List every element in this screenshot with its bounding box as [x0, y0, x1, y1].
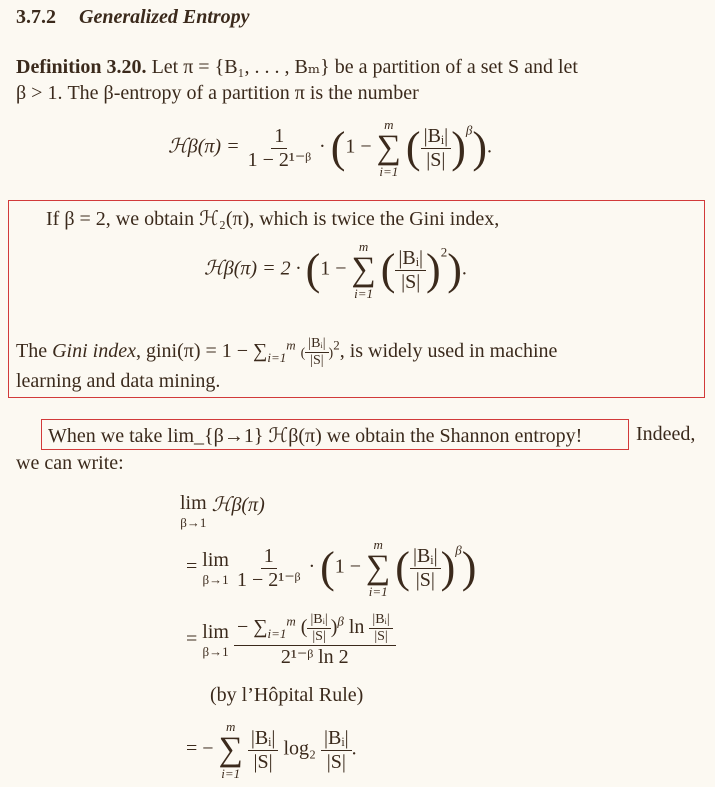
derivation-step-0: lim β→1 ℋβ(π) — [180, 492, 265, 530]
indeed-text: Indeed, — [636, 423, 696, 445]
definition-line-2: β > 1. The β-entropy of a partition π is the number — [16, 82, 419, 104]
lhopital-note: (by l’Hôpital Rule) — [210, 684, 364, 706]
derivation-step-2: = lim β→1 − $\sum_{i=1}^m$ ( $\frac{\text{|Bᵢ|}}{|S|}$ )$^\beta$ ln $\frac{\text{|Bᵢ|}}{|S|}$ 2¹⁻ᵝ ln 2 — [186, 612, 396, 669]
fraction: $\frac{1}{\text{1 − 2¹⁻ᵝ}}$ — [247, 124, 312, 171]
definition-label: Definition 3.20. — [16, 56, 147, 78]
derivation-step-1: = lim β→1 $\frac{1}{\text{1 − 2¹⁻ᵝ}}$ · (1 − m ∑ i=1 ( $\frac{\text{|Bᵢ|}}{|S|}$ )$^\beta$) — [186, 537, 477, 599]
gini-formula: ℋβ(π) = 2 · (1 − m ∑ i=1 ( $\frac{\text{|Bᵢ|}}{|S|}$ )$^2$). — [204, 239, 467, 301]
gini-line-2: learning and data mining. — [16, 370, 221, 392]
section-number: 3.7.2 — [16, 6, 56, 28]
section-title: Generalized Entropy — [79, 6, 250, 28]
summation: m ∑ i=1 — [351, 239, 376, 301]
we-can-write: we can write: — [16, 452, 124, 474]
shannon-boxed-text: When we take lim_{β→1} ℋβ(π) we obtain the Shannon entropy! — [48, 425, 583, 447]
section-heading — [16, 6, 250, 29]
gini-definition-line: The Gini index, gini(π) = $1 - \sum_{i=1}^m$ ( $\frac{\text{|Bᵢ|}}{|S|}$ )$^2$, is widely used in machine — [16, 336, 558, 369]
gini-intro-line: If β = 2, we obtain ℋ₂(π), which is twice the Gini index, — [46, 208, 500, 230]
summation: m ∑ i=1 — [376, 117, 401, 179]
definition-line-1 — [16, 54, 578, 79]
formula-lhs: ℋβ(π) = — [168, 135, 240, 158]
definition-text-1: Let π = {B₁, . . . , Bₘ} be a partition of a set S and let — [151, 56, 578, 78]
gini-term: Gini index — [52, 340, 136, 363]
beta-entropy-formula: ℋβ(π) = $\frac{1}{\text{1 − 2¹⁻ᵝ}}$ · (1 − m ∑ i=1 ( $\frac{\text{|Bᵢ|}}{|S|}$ )$^\beta$). — [168, 117, 492, 179]
derivation-step-3: = − m ∑ i=1 $\frac{\text{|Bᵢ|}}{|S|}$ log₂ $\frac{\text{|Bᵢ|}}{|S|}$ . — [186, 719, 357, 781]
